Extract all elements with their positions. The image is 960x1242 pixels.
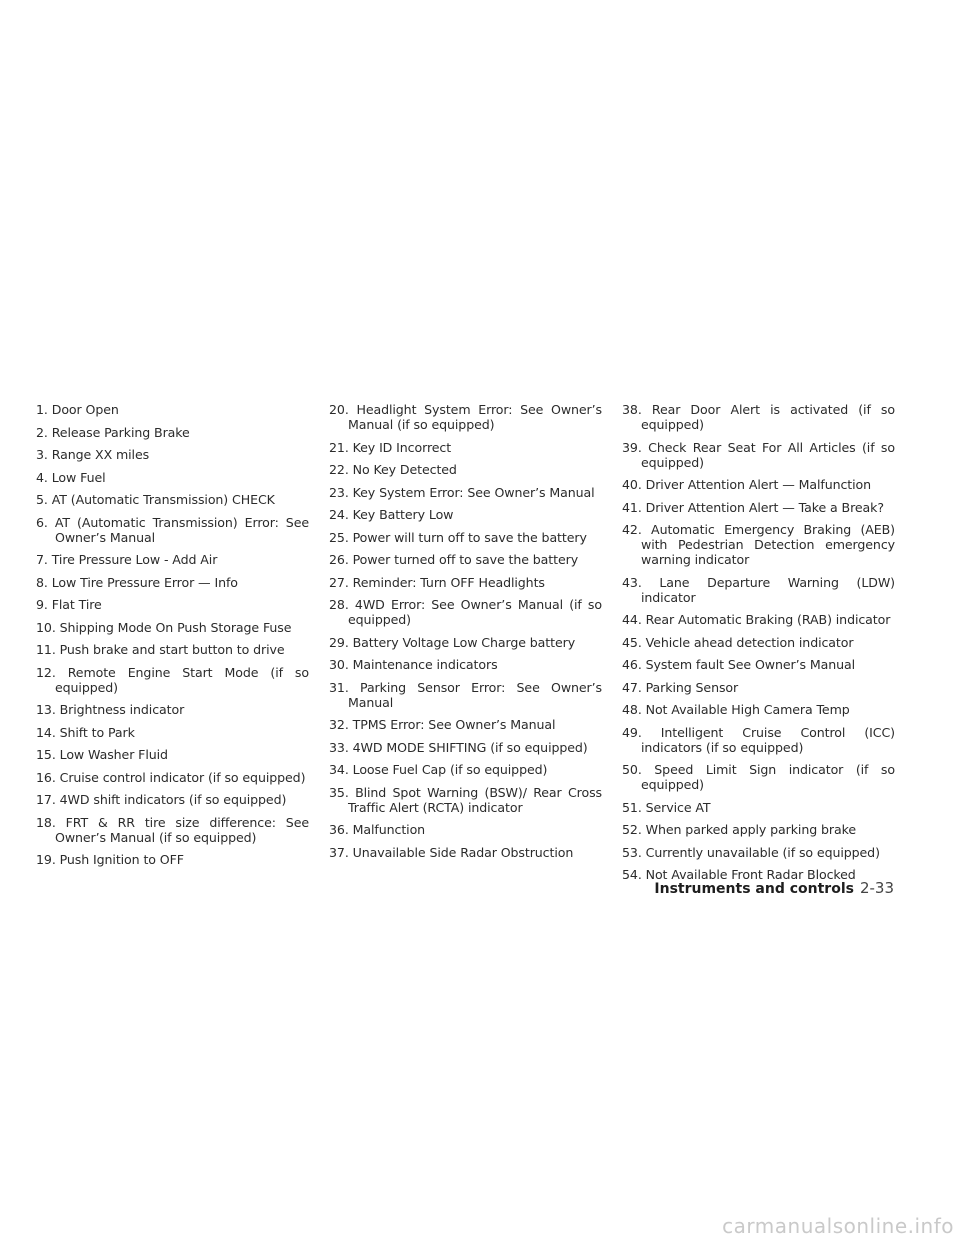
page-footer bbox=[654, 878, 894, 897]
list-item: 53. Currently unavailable (if so equipped) bbox=[622, 844, 880, 860]
list-item: 2. Release Parking Brake bbox=[36, 424, 190, 440]
list-item: 52. When parked apply parking brake bbox=[622, 822, 856, 837]
list-item: 20. Headlight System Error: See Owner’s Manual (if so equipped) bbox=[329, 402, 602, 432]
list-item: 41. Driver Attention Alert — Take a Break? bbox=[622, 499, 884, 515]
list-item: 5. AT (Automatic Transmission) CHECK bbox=[36, 492, 275, 507]
list-item: 1. Door Open bbox=[36, 402, 119, 417]
column-1 bbox=[36, 402, 309, 875]
list-item: 27. Reminder: Turn OFF Headlights bbox=[329, 574, 545, 590]
list-item: 47. Parking Sensor bbox=[622, 679, 739, 695]
list-item: 7. Tire Pressure Low - Add Air bbox=[36, 552, 218, 567]
list-item: 21. Key ID Incorrect bbox=[329, 439, 452, 455]
list-item: 46. System fault See Owner’s Manual bbox=[622, 657, 856, 672]
list-item: 28. 4WD Error: See Owner’s Manual (if so equipped) bbox=[329, 597, 602, 627]
list-item: 30. Maintenance indicators bbox=[329, 657, 498, 672]
list-item: 25. Power will turn off to save the battery bbox=[329, 529, 587, 545]
list-item: 16. Cruise control indicator (if so equipped) bbox=[36, 769, 306, 785]
list-item: 33. 4WD MODE SHIFTING (if so equipped) bbox=[329, 739, 588, 755]
list-item: 4. Low Fuel bbox=[36, 469, 106, 485]
list-item: 32. TPMS Error: See Owner’s Manual bbox=[329, 717, 556, 732]
list-item: 9. Flat Tire bbox=[36, 597, 102, 612]
list-item: 10. Shipping Mode On Push Storage Fuse bbox=[36, 619, 292, 635]
list-item: 14. Shift to Park bbox=[36, 724, 135, 740]
list-item: 29. Battery Voltage Low Charge battery bbox=[329, 634, 576, 650]
section-title: Instruments and controls bbox=[654, 881, 854, 897]
list-item: 38. Rear Door Alert is activated (if so equipped) bbox=[622, 402, 895, 432]
list-item: 15. Low Washer Fluid bbox=[36, 747, 168, 762]
list-item: 54. Not Available Front Radar Blocked bbox=[622, 867, 856, 882]
list-item: 44. Rear Automatic Braking (RAB) indicator bbox=[622, 612, 891, 627]
list-item: 31. Parking Sensor Error: See Owner’s Manual bbox=[329, 679, 602, 710]
list-item: 13. Brightness indicator bbox=[36, 702, 185, 717]
list-item: 22. No Key Detected bbox=[329, 462, 457, 477]
list-item: 26. Power turned off to save the battery bbox=[329, 552, 579, 567]
list-item: 19. Push Ignition to OFF bbox=[36, 852, 184, 867]
list-item: 51. Service AT bbox=[622, 799, 711, 815]
list-item: 48. Not Available High Camera Temp bbox=[622, 702, 850, 717]
list-item: 42. Automatic Emergency Braking (AEB) with Pedestrian Detection emergency warning indicator bbox=[622, 522, 895, 567]
list-item: 17. 4WD shift indicators (if so equipped) bbox=[36, 792, 287, 807]
list-item: 37. Unavailable Side Radar Obstruction bbox=[329, 844, 574, 860]
list-item: 43. Lane Departure Warning (LDW) indicator bbox=[622, 574, 895, 605]
list-item: 49. Intelligent Cruise Control (ICC) indicators (if so equipped) bbox=[622, 724, 895, 755]
list-item: 12. Remote Engine Start Mode (if so equipped) bbox=[36, 664, 309, 695]
list-item: 24. Key Battery Low bbox=[329, 507, 454, 522]
list-item: 40. Driver Attention Alert — Malfunction bbox=[622, 477, 872, 492]
list-item: 11. Push brake and start button to drive bbox=[36, 642, 285, 657]
page-number: 2-33 bbox=[859, 879, 894, 897]
list-item: 39. Check Rear Seat For All Articles (if so equipped) bbox=[622, 439, 895, 470]
list-item: 18. FRT & RR tire size difference: See Owner’s Manual (if so equipped) bbox=[36, 814, 309, 845]
list-item: 23. Key System Error: See Owner’s Manual bbox=[329, 484, 595, 500]
list-item: 36. Malfunction bbox=[329, 822, 426, 837]
list-item: 35. Blind Spot Warning (BSW)/ Rear Cross Traffic Alert (RCTA) indicator bbox=[329, 784, 602, 815]
column-3 bbox=[622, 402, 895, 890]
list-item: 6. AT (Automatic Transmission) Error: See Owner’s Manual bbox=[36, 514, 309, 545]
list-item: 45. Vehicle ahead detection indicator bbox=[622, 634, 854, 650]
list-item: 50. Speed Limit Sign indicator (if so equipped) bbox=[622, 762, 895, 792]
list-item: 34. Loose Fuel Cap (if so equipped) bbox=[329, 762, 548, 777]
list-item: 8. Low Tire Pressure Error — Info bbox=[36, 574, 238, 590]
watermark: carmanualsonline.info bbox=[722, 1214, 954, 1238]
column-2 bbox=[329, 402, 602, 867]
list-item: 3. Range XX miles bbox=[36, 447, 150, 462]
